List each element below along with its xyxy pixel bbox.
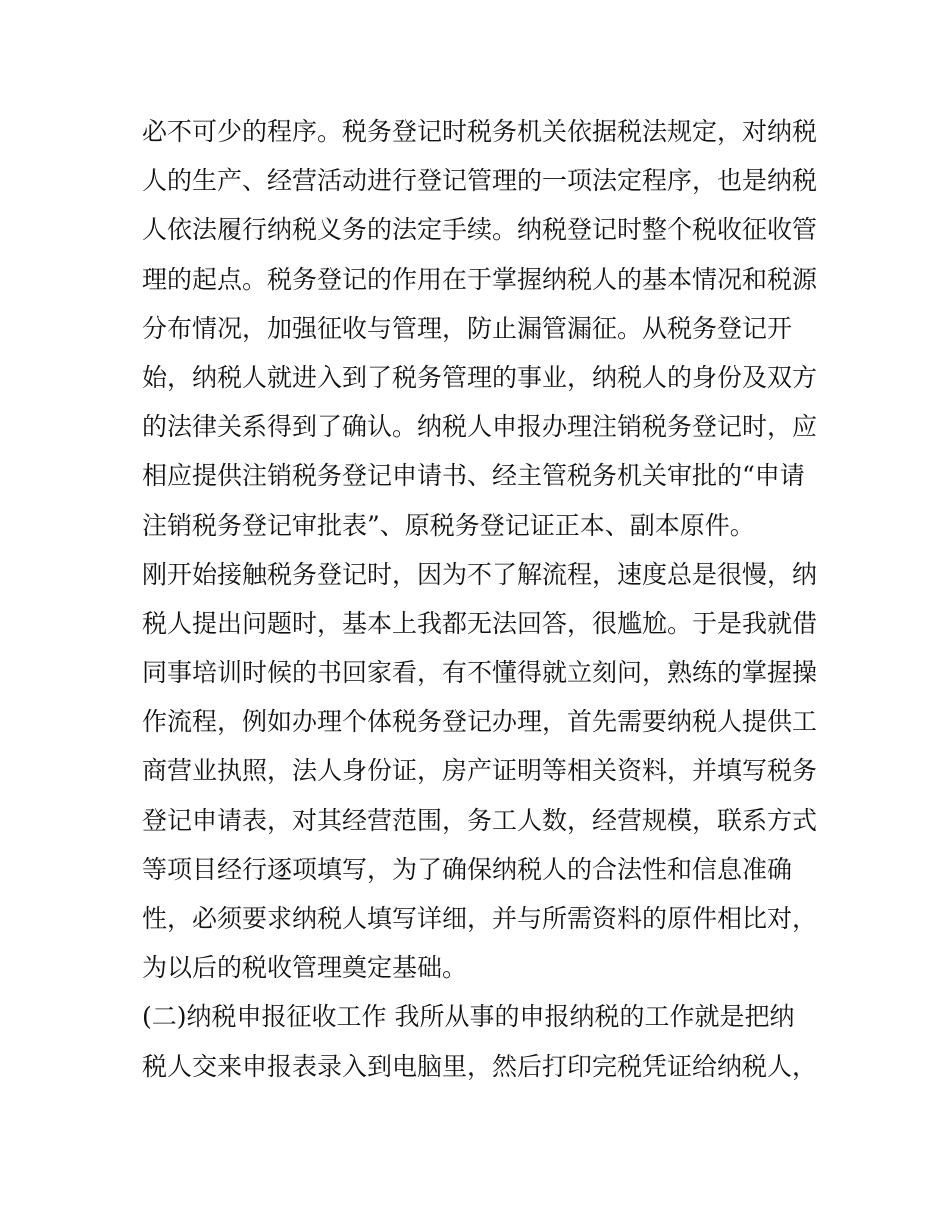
text-line: 人的生产、经营活动进行登记管理的一项法定程序，也是纳税	[142, 166, 818, 196]
text-line: 刚开始接触税务登记时，因为不了解流程，速度总是很慢，纳	[142, 559, 818, 589]
text-line: 的法律关系得到了确认。纳税人申报办理注销税务登记时，应	[142, 412, 818, 442]
text-line: 为以后的税收管理奠定基础。	[142, 953, 468, 983]
text-line: 税人提出问题时，基本上我都无法回答，很尴尬。于是我就借	[142, 608, 818, 638]
text-line: 性，必须要求纳税人填写详细，并与所需资料的原件相比对，	[142, 904, 818, 933]
text-line: 同事培训时候的书回家看，有不懂得就立刻问，熟练的掌握操	[142, 658, 818, 688]
document-body	[142, 107, 822, 1091]
text-line: 必不可少的程序。税务登记时税务机关依据税法规定，对纳税	[142, 117, 818, 146]
text-line: 商营业执照，法人身份证，房产证明等相关资料，并填写税务	[142, 756, 818, 786]
text-line: 相应提供注销税务登记申请书、经主管税务机关审批的“申请	[142, 461, 805, 491]
text-line: 税人交来申报表录入到电脑里，然后打印完税凭证给纳税人，	[142, 1051, 818, 1081]
text-line: 登记申请表，对其经营范围，务工人数，经营规模，联系方式	[142, 805, 818, 835]
text-line: 人依法履行纳税义务的法定手续。纳税登记时整个税收征收管	[142, 215, 818, 245]
text-line: 始，纳税人就进入到了税务管理的事业，纳税人的身份及双方	[142, 362, 818, 392]
text-line: 分布情况，加强征收与管理，防止漏管漏征。从税务登记开	[142, 313, 793, 343]
text-line: (二)纳税申报征收工作 我所从事的申报纳税的工作就是把纳	[142, 1002, 795, 1032]
text-line: 等项目经行逐项填写，为了确保纳税人的合法性和信息准确	[142, 854, 793, 884]
text-line: 作流程，例如办理个体税务登记办理，首先需要纳税人提供工	[142, 707, 818, 737]
text-line: 注销税务登记审批表”、原税务登记证正本、副本原件。	[142, 510, 755, 540]
text-line: 理的起点。税务登记的作用在于掌握纳税人的基本情况和税源	[142, 264, 818, 294]
